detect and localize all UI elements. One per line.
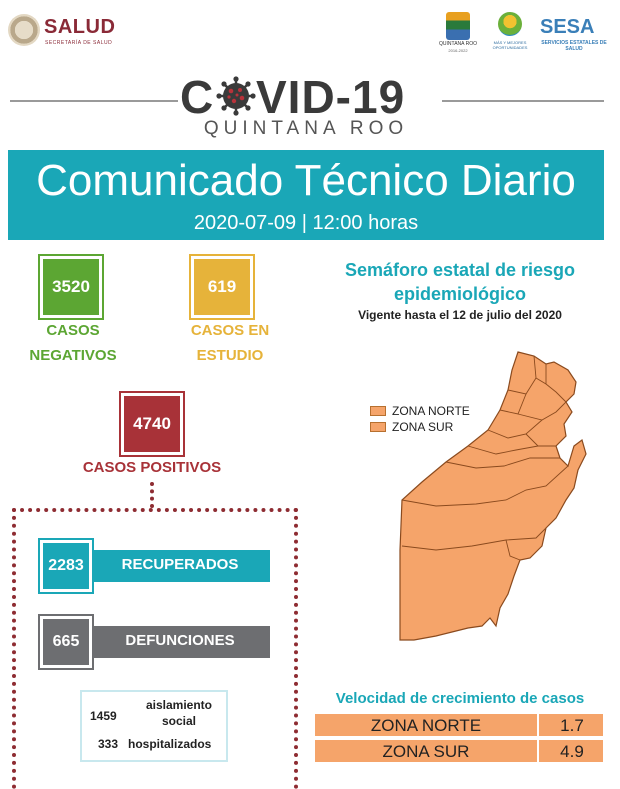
negativos-label-line-1: CASOS [46, 322, 100, 339]
estudio-label [170, 318, 290, 368]
banner-date: 2020-07-09 | 12:00 horas [193, 212, 419, 234]
aislamiento-value: 1459 [90, 709, 117, 723]
quintana-roo-logo-sub: 2016-2022 [448, 48, 468, 53]
mas-oportunidades-logo [488, 12, 532, 57]
salud-logo-name: SALUD [44, 16, 116, 38]
semaforo-subtitle: Vigente hasta el 12 de julio del 2020 [358, 308, 562, 322]
estudio-label-line-1: CASOS EN [190, 322, 270, 339]
semaforo-title-line-2: epidemiológico [393, 284, 526, 304]
map-state-outline [400, 352, 586, 640]
dotted-frame-right [294, 508, 298, 789]
tree-icon [498, 12, 522, 36]
hospitalizados-value: 333 [98, 737, 119, 751]
semaforo-title [310, 258, 610, 306]
hospitalizados-label: hospitalizados [128, 737, 212, 751]
defunciones-bar [90, 626, 270, 658]
covid-title-c: C [180, 71, 214, 123]
dotted-frame-left [12, 508, 16, 789]
velocidad-row-zona-norte [314, 713, 604, 737]
positivos-count-box: 4740 [121, 393, 183, 455]
sesa-logo-name: SESA [540, 16, 595, 38]
banner-title: Comunicado Técnico Diario [36, 156, 576, 205]
velocidad-row-zona-sur [314, 739, 604, 763]
recuperados-bar [90, 550, 270, 582]
quintana-roo-logo-text: QUINTANA ROO [439, 41, 477, 47]
mas-oportunidades-text: MÁS Y MEJORES OPORTUNIDADES [492, 40, 528, 50]
legend-swatch-zona-sur [370, 422, 386, 432]
estudio-label-line-2: ESTUDIO [196, 347, 264, 364]
velocidad-zona-norte-label: ZONA NORTE [315, 714, 539, 737]
estudio-count-box: 619 [191, 256, 253, 318]
legend-label-zona-sur: ZONA SUR [392, 420, 454, 434]
covid-title-rest: VID-19 [256, 71, 406, 123]
defunciones-label: DEFUNCIONES [125, 632, 235, 649]
recuperados-count-box: 2283 [40, 540, 92, 592]
aislamiento-label-line-2: social [161, 714, 197, 728]
quintana-roo-logo [433, 12, 483, 57]
velocidad-zona-sur-label: ZONA SUR [315, 740, 539, 763]
region-title: QUINTANA ROO [203, 118, 409, 139]
dotted-frame-top [12, 508, 298, 512]
quintana-roo-emblem-icon [446, 12, 470, 40]
quintana-roo-map [396, 350, 596, 642]
positivos-label: CASOS POSITIVOS [82, 459, 222, 476]
covid-title [180, 68, 442, 123]
velocidad-zona-sur-value: 4.9 [560, 742, 584, 761]
title-rule-left [10, 100, 178, 102]
sesa-logo [536, 14, 612, 54]
salud-logo-sub: SECRETARÍA DE SALUD [45, 40, 113, 46]
virus-icon [216, 76, 256, 116]
detail-box [80, 690, 228, 762]
negativos-count-box: 3520 [40, 256, 102, 318]
velocidad-title: Velocidad de crecimiento de casos [335, 690, 585, 707]
legend-label-zona-norte: ZONA NORTE [392, 404, 470, 418]
velocidad-zona-norte-value: 1.7 [560, 716, 584, 735]
negativos-label-line-2: NEGATIVOS [29, 347, 117, 364]
banner [8, 150, 604, 240]
legend-swatch-zona-norte [370, 406, 386, 416]
negativos-label [10, 318, 136, 368]
sesa-logo-sub: SERVICIOS ESTATALES DE SALUD [541, 40, 607, 52]
salud-logo [8, 12, 128, 52]
defunciones-count-box: 665 [40, 616, 92, 668]
recuperados-label: RECUPERADOS [121, 556, 239, 573]
semaforo-title-line-1: Semáforo estatal de riesgo [344, 260, 576, 280]
aislamiento-label-line-1: aislamiento [145, 698, 213, 712]
salud-emblem-icon [8, 14, 40, 46]
title-rule-right [442, 100, 604, 102]
dotted-connector [150, 482, 154, 508]
